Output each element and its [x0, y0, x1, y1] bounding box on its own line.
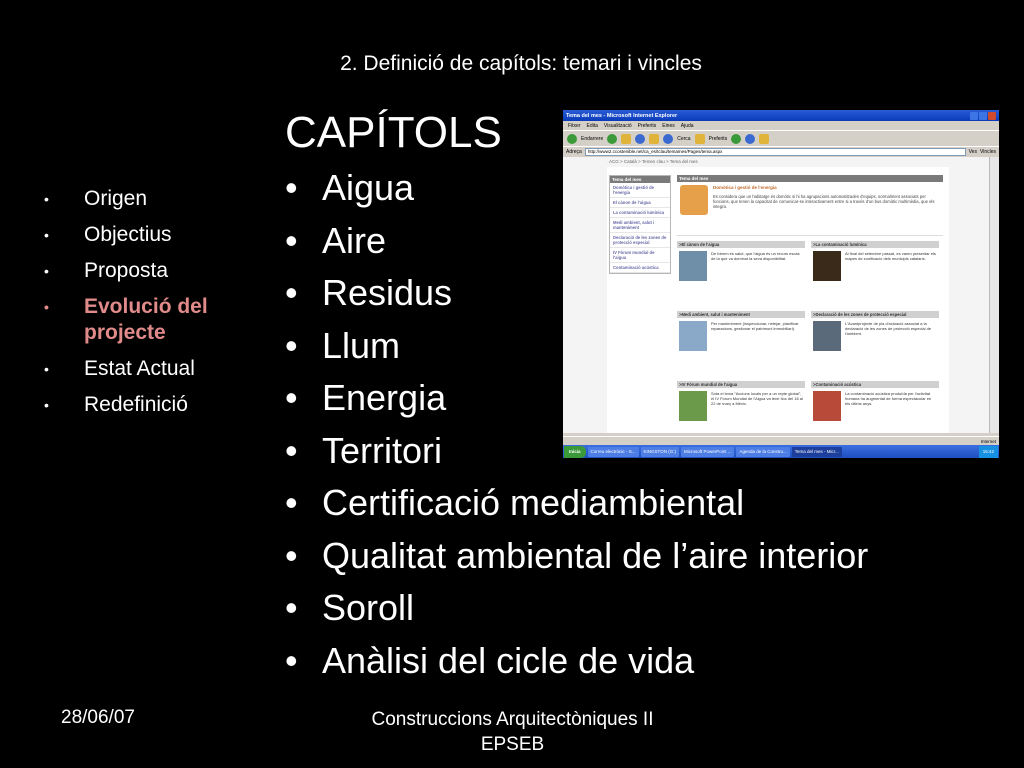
- ie-statusbar: [563, 436, 999, 445]
- side-nav-item-proposta: [44, 258, 244, 284]
- chapter-item: [285, 530, 868, 583]
- chapter-label: Aire: [322, 219, 387, 261]
- topic-card: [811, 381, 939, 439]
- topic-text: Sota el lema "Accions locals per a un repte global", el IV Fòrum Mundial de l'Aigua va tenir lloc del 16 al 22 de març a Mèxic.: [711, 391, 803, 406]
- ie-titlebar: [563, 110, 999, 121]
- menu-item[interactable]: Preferits: [637, 122, 657, 129]
- side-nav: [44, 186, 244, 428]
- bullet: •: [285, 534, 298, 576]
- page-menu-header: Tema del mes: [610, 176, 670, 183]
- vertical-scrollbar[interactable]: [989, 157, 999, 433]
- chapter-label: Territori: [322, 429, 443, 471]
- taskbar-item[interactable]: Correu electrònic - S...: [588, 447, 639, 457]
- bullet: •: [285, 429, 298, 471]
- address-label: Adreça: [566, 149, 582, 155]
- maximize-icon[interactable]: [979, 112, 987, 120]
- bullet: •: [44, 361, 49, 377]
- taskbar-item-active[interactable]: Tema del mes - Micr...: [792, 447, 842, 457]
- topic-card: [677, 311, 805, 369]
- side-nav-item-objectius: [44, 222, 244, 248]
- bullet: •: [285, 324, 298, 366]
- menu-item[interactable]: Ajuda: [680, 122, 694, 129]
- chapter-label: Energia: [322, 377, 447, 418]
- topic-photo: [813, 251, 841, 281]
- menu-item[interactable]: Visualització: [603, 122, 632, 129]
- topic-title[interactable]: >Contaminació acústica: [811, 381, 939, 388]
- page-menu-link[interactable]: Medi ambient, salut i manteniment: [610, 218, 670, 233]
- address-input[interactable]: http://www2.ccostenible.net/ca_es/tclau/temames/Pages/tema.aspx: [585, 148, 966, 156]
- print-icon[interactable]: [759, 134, 769, 144]
- topic-photo: [679, 251, 707, 281]
- page-menu: [609, 175, 671, 274]
- chapters-heading: CAPÍTOLS: [285, 108, 502, 157]
- bullet: •: [285, 587, 298, 628]
- topic-text: De fotrem és salut, que l'aigua és un recurs escàs de la que va dominut la seva disponibilitat.: [711, 251, 800, 261]
- menu-item[interactable]: Fitxer: [568, 122, 581, 129]
- feature-article: [677, 182, 943, 236]
- favorites-icon[interactable]: [695, 134, 705, 144]
- topic-card: [677, 241, 805, 299]
- side-nav-label: Evolució del projecte: [84, 295, 208, 344]
- chapter-label: Aigua: [322, 167, 415, 208]
- refresh-icon[interactable]: [635, 134, 645, 144]
- mail-icon[interactable]: [745, 134, 755, 144]
- back-button[interactable]: Endarrere: [581, 135, 604, 142]
- topic-card: [811, 241, 939, 299]
- side-nav-label: Objectius: [84, 223, 172, 246]
- side-nav-item-evolucio: [44, 294, 244, 346]
- side-nav-item-origen: [44, 186, 244, 212]
- close-icon[interactable]: [988, 112, 996, 120]
- topic-photo: [813, 391, 841, 421]
- footer-course-line: Construccions Arquitectòniques II: [371, 709, 654, 730]
- taskbar-clock: 15:42: [979, 446, 998, 458]
- chapter-label: Residus: [322, 272, 453, 313]
- start-button[interactable]: Inicia: [564, 446, 586, 458]
- ie-addressbar: [563, 146, 999, 157]
- page-menu-link[interactable]: El cànon de l'aigua: [610, 198, 670, 208]
- footer-date: 28/06/07: [61, 707, 135, 728]
- browser-screenshot: [563, 110, 999, 458]
- topic-title[interactable]: >Declaració de les zones de protecció especial: [811, 311, 939, 318]
- topic-photo: [679, 321, 707, 351]
- chapter-item: [285, 582, 868, 635]
- go-button[interactable]: Ves: [968, 149, 977, 155]
- chapter-label: Certificació mediambiental: [322, 482, 745, 523]
- history-icon[interactable]: [731, 134, 741, 144]
- bullet: •: [285, 167, 298, 208]
- browser-viewport: [563, 157, 999, 433]
- taskbar-item[interactable]: Agenda de la Constru...: [736, 447, 789, 457]
- side-nav-item-redefinicio: [44, 392, 244, 418]
- side-nav-label: Proposta: [84, 259, 169, 282]
- topic-text: Al final del setembre passat, es varen presentar els mapes de zonificació dels municipis catalans.: [845, 251, 936, 261]
- topic-card: [811, 311, 939, 369]
- topic-text: Per manteniment (inspeccionar, netejar, planificar reparacions, gestionar el patrimoni immobiliari).: [711, 321, 799, 331]
- security-zone: Internet: [980, 438, 996, 444]
- windows-taskbar: [563, 445, 999, 458]
- page-menu-link[interactable]: IV Fòrum mundial de l'aigua: [610, 248, 670, 263]
- bullet: •: [44, 191, 49, 207]
- content-header: Tema del mes: [677, 175, 943, 182]
- ie-menubar: [563, 121, 999, 130]
- topic-title[interactable]: >La contaminació lumínica: [811, 241, 939, 248]
- ie-window-title: Tema del mes - Microsoft Internet Explorer: [566, 112, 678, 119]
- back-icon[interactable]: [567, 134, 577, 144]
- chapter-label: Soroll: [322, 587, 415, 628]
- links-label[interactable]: Vincles: [979, 149, 996, 155]
- bullet: •: [285, 219, 298, 261]
- page-menu-link[interactable]: Domòtica i gestió de l'energia: [610, 183, 670, 198]
- favorites-button[interactable]: Preferits: [708, 135, 728, 142]
- page-menu-link[interactable]: La contaminació lumínica: [610, 208, 670, 218]
- footer-course: [340, 707, 685, 757]
- taskbar-item[interactable]: Microsoft PowerPoint ...: [681, 447, 735, 457]
- page-content: [677, 175, 943, 406]
- bullet: •: [44, 263, 49, 279]
- slide-title: 2. Definició de capítols: temari i vincles: [340, 52, 702, 75]
- topic-text: La contaminació acústica produïda per l'activitat humana ha augmentat de forma espectacular en els últims anys.: [845, 391, 932, 406]
- ie-toolbar: [563, 130, 999, 146]
- side-nav-item-estat-actual: [44, 356, 244, 382]
- bullet: •: [285, 272, 298, 313]
- chapter-item: [285, 477, 868, 530]
- chapter-label: Anàlisi del cicle de vida: [322, 639, 695, 681]
- chapter-item: [285, 635, 868, 688]
- home-icon[interactable]: [649, 134, 659, 144]
- topic-photo: [813, 321, 841, 351]
- bullet: •: [44, 397, 49, 413]
- feature-text: Es considera que un habitatge és domòtic si hi ha agrupacions automatitzades d'equips, normalment associats per funcions, que tenen la capacitat de comunicar-se interactivament entre si a través d'un bus domòtic multimèdia, que els integra.: [713, 194, 935, 210]
- feature-image: [680, 185, 708, 215]
- side-nav-label: Redefinició: [84, 393, 188, 416]
- topic-title[interactable]: >El cànon de l'aigua: [677, 241, 805, 248]
- chapter-label: Llum: [322, 324, 401, 366]
- window-controls: [970, 112, 996, 120]
- bullet: •: [285, 639, 298, 681]
- taskbar-item[interactable]: KINGSTON (G:): [641, 447, 679, 457]
- menu-item[interactable]: Eines: [662, 122, 675, 129]
- search-button[interactable]: Cerca: [677, 135, 691, 142]
- minimize-icon[interactable]: [970, 112, 978, 120]
- topic-title[interactable]: >IV Fòrum mundial de l'aigua: [677, 381, 805, 388]
- page-menu-link[interactable]: Declaració de les zones de protecció especial: [610, 233, 670, 248]
- feature-title[interactable]: Domòtica i gestió de l'energia: [713, 185, 777, 190]
- bullet: •: [285, 377, 298, 418]
- bullet: •: [44, 299, 49, 315]
- stop-icon[interactable]: [621, 134, 631, 144]
- side-nav-label: Origen: [84, 187, 148, 210]
- footer-course-line: EPSEB: [480, 734, 545, 755]
- topic-photo: [679, 391, 707, 421]
- bullet: •: [44, 227, 49, 243]
- side-nav-label: Estat Actual: [84, 357, 195, 380]
- topic-title[interactable]: >Medi ambient, salut i manteniment: [677, 311, 805, 318]
- page-menu-link[interactable]: Contaminació acústica: [610, 263, 670, 273]
- chapter-label: Qualitat ambiental de l’aire interior: [322, 534, 869, 576]
- search-icon[interactable]: [663, 134, 673, 144]
- web-page: [607, 167, 949, 433]
- menu-item[interactable]: Edita: [586, 122, 598, 129]
- breadcrumb: ACG > Català > Temes clau > Tema del mes: [609, 159, 698, 164]
- bullet: •: [285, 482, 298, 523]
- topic-text: L'Avantprojecte de pla d'actuació associat a la declaració de les zones de protecció especial de l'ambient.: [845, 321, 932, 336]
- forward-icon[interactable]: [607, 134, 617, 144]
- topic-card: [677, 381, 805, 439]
